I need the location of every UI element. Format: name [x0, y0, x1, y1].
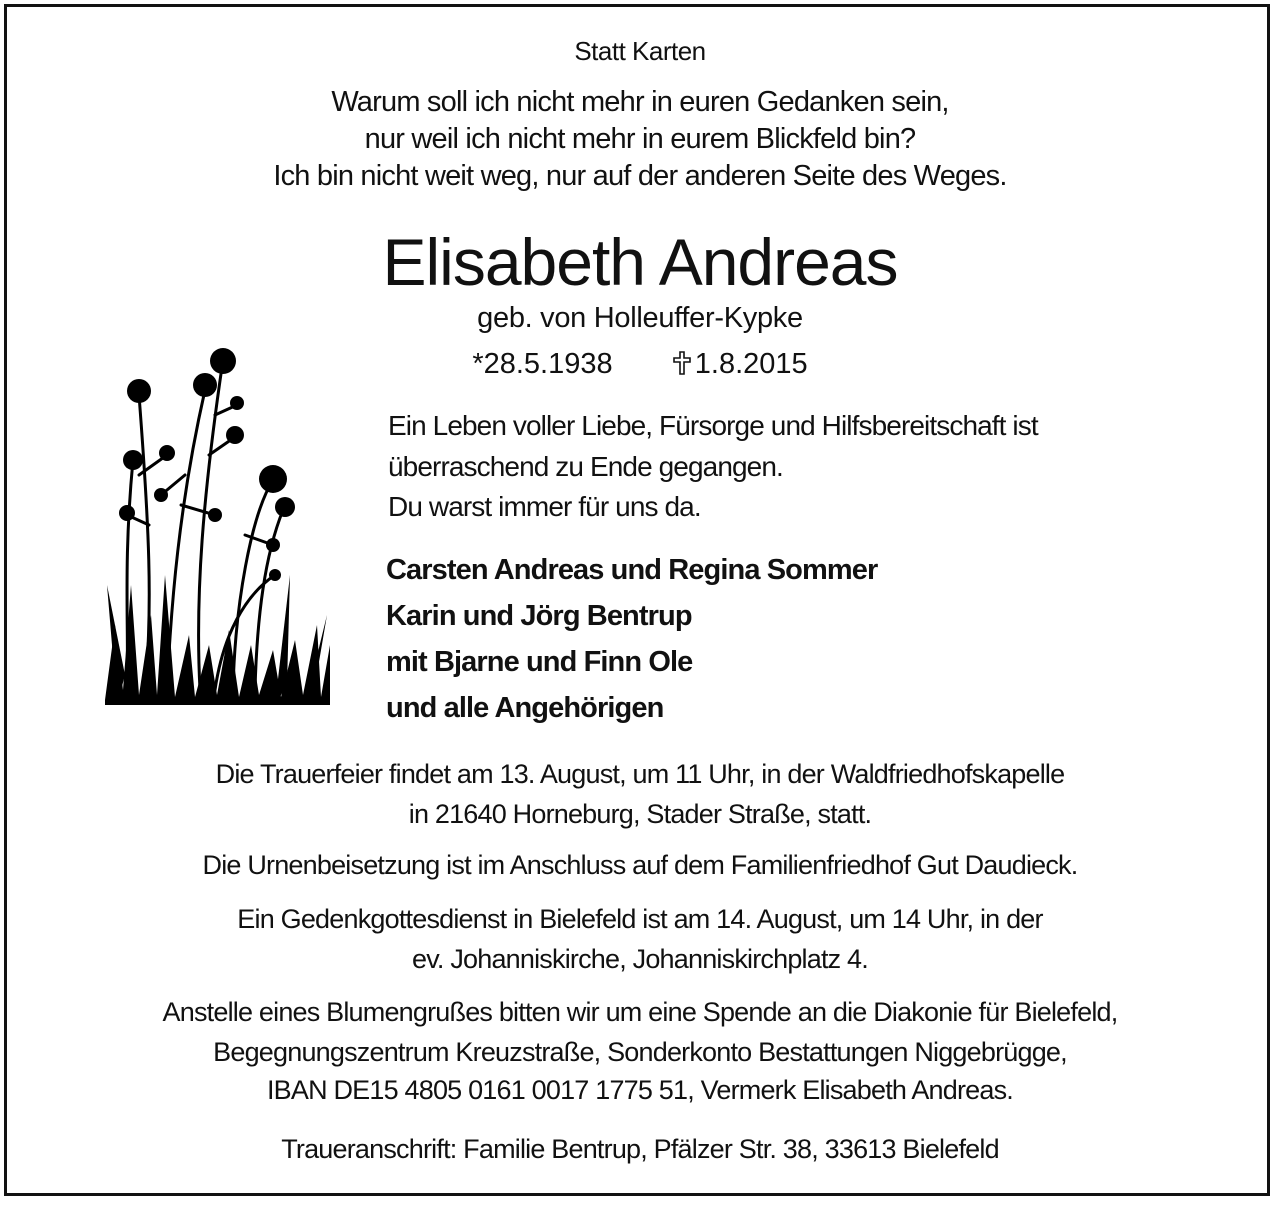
death-date-group [673, 348, 808, 381]
family-line-4: und alle Angehörigen [386, 692, 664, 724]
family-line-1: Carsten Andreas und Regina Sommer [386, 554, 878, 586]
wildflower-silhouette-icon [105, 345, 330, 705]
born-name: geb. von Holleuffer-Kypke [477, 302, 803, 334]
donation-line-3: IBAN DE15 4805 0161 0017 1775 51, Vermerk Elisabeth Andreas. [266, 1075, 1014, 1105]
deceased-name: Elisabeth Andreas [382, 225, 898, 299]
mourning-address: Traueranschrift: Familie Bentrup, Pfälzer Str. 38, 33613 Bielefeld [281, 1134, 999, 1164]
header-statt-karten: Statt Karten [574, 36, 706, 66]
tribute-line-1: Ein Leben voller Liebe, Fürsorge und Hilfsbereitschaft ist [388, 410, 1038, 441]
family-line-2: Karin und Jörg Bentrup [386, 600, 692, 632]
poem-line-3: Ich bin nicht weit weg, nur auf der anderen Seite des Weges. [273, 160, 1007, 192]
tribute-line-3: Du warst immer für uns da. [388, 491, 701, 522]
memorial-line-2: ev. Johanniskirche, Johanniskirchplatz 4. [412, 944, 868, 974]
birth-date: *28.5.1938 [472, 348, 613, 380]
poem-line-2: nur weil ich nicht mehr in eurem Blickfeld bin? [364, 123, 916, 155]
urn-burial: Die Urnenbeisetzung ist im Anschluss auf dem Familienfriedhof Gut Daudieck. [202, 850, 1078, 880]
tribute-line-2: überraschend zu Ende gegangen. [388, 451, 783, 482]
poem-line-1: Warum soll ich nicht mehr in euren Gedanken sein, [331, 86, 949, 118]
death-date: 1.8.2015 [694, 348, 808, 380]
memorial-line-1: Ein Gedenkgottesdienst in Bielefeld ist am 14. August, um 14 Uhr, in der [237, 904, 1043, 934]
ceremony-line-2: in 21640 Horneburg, Stader Straße, statt. [408, 799, 872, 829]
family-line-3: mit Bjarne und Finn Ole [386, 646, 693, 678]
donation-line-1: Anstelle eines Blumengrußes bitten wir um eine Spende an die Diakonie für Bielefeld, [162, 997, 1118, 1027]
cross-icon [673, 351, 691, 375]
donation-line-2: Begegnungszentrum Kreuzstraße, Sonderkonto Bestattungen Niggebrügge, [213, 1037, 1067, 1067]
ceremony-line-1: Die Trauerfeier findet am 13. August, um 11 Uhr, in der Waldfriedhofskapelle [215, 759, 1065, 789]
